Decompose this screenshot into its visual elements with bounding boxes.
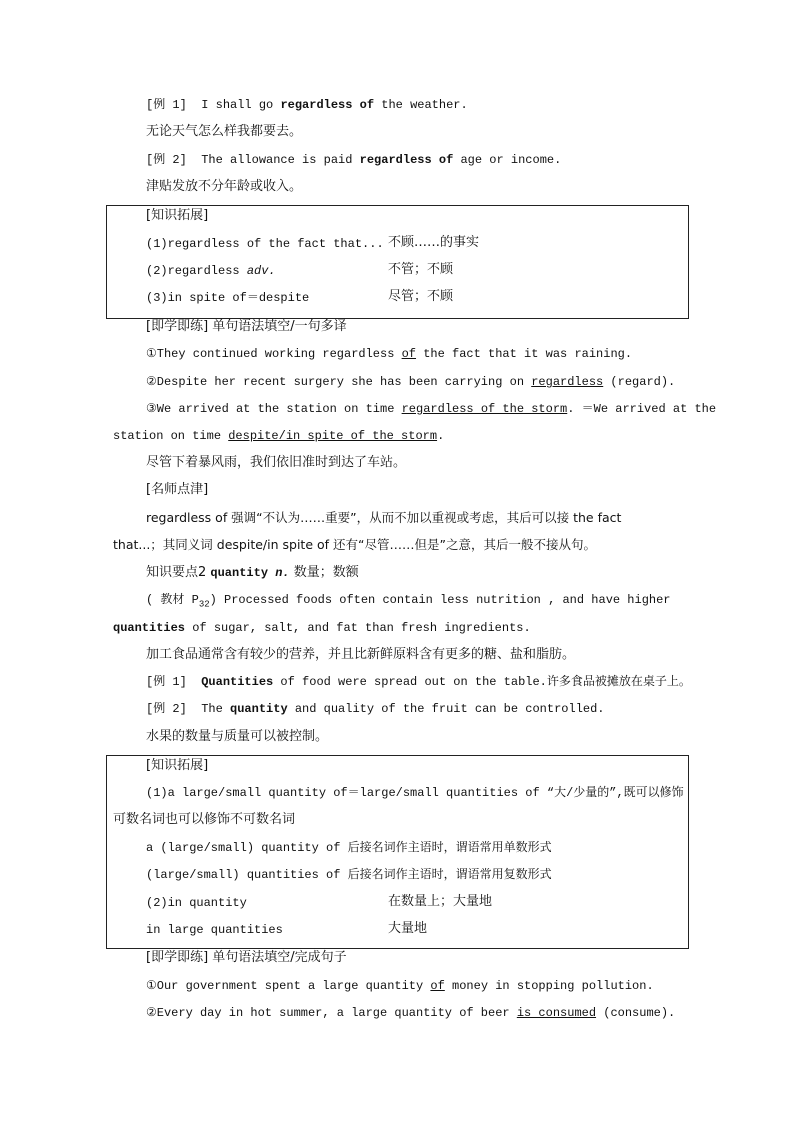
example-1-translation: 无论天气怎么样我都要去。 xyxy=(146,124,303,139)
example-tag: [例 2] xyxy=(146,702,187,716)
example-2-translation: 水果的数量与质量可以被控制。 xyxy=(146,729,329,744)
keyword: regardless of xyxy=(280,98,375,112)
box-row-cn: 大量地 xyxy=(388,921,428,936)
tip-title: [名师点津] xyxy=(146,482,209,497)
box-row: (2)in quantity xyxy=(146,896,247,910)
box-line: (large/small) quantities of 后接名词作主语时，谓语常用复数形式 xyxy=(146,868,552,882)
example-1: [例 1] Quantities of food were spread out on the table.许多食品被摊放在桌子上。 xyxy=(146,675,691,689)
box-title: [知识拓展] xyxy=(146,758,209,773)
textbook-line: ( 教材 $P_{32}$) Processed foods often contain less nutrition , and have higher xyxy=(146,593,671,610)
textbook-line: quantities of sugar, salt, and fat than fresh ingredients. xyxy=(113,621,531,635)
example-2: [例 2] The allowance is paid regardless of age or income. xyxy=(146,153,562,167)
box-row-cn: 不顾……的事实 xyxy=(388,235,480,250)
tip-line: that...；其同义词 despite/in spite of 还有“尽管……但是”之意，其后一般不接从句。 xyxy=(113,537,596,552)
answer: of xyxy=(401,347,417,361)
box-line: 可数名词也可以修饰不可数名词 xyxy=(113,812,296,827)
box-line: a (large/small) quantity of 后接名词作主语时，谓语常用单数形式 xyxy=(146,841,552,855)
practice-item: ①Our government spent a large quantity of money in stopping pollution. xyxy=(146,979,654,993)
keyword: regardless of xyxy=(359,153,454,167)
answer: despite/in spite of the storm xyxy=(228,429,438,443)
example-2-translation: 津贴发放不分年龄或收入。 xyxy=(146,179,303,194)
practice-item-cont: station on time despite/in spite of the storm. xyxy=(113,429,445,443)
keyword: Quantities xyxy=(201,675,274,689)
box-line: (1)a large/small quantity of＝large/small quantities of “大/少量的”,既可以修饰 xyxy=(146,786,684,800)
answer: of xyxy=(430,979,445,993)
answer: regardless xyxy=(531,375,604,389)
box-row: (3)in spite of＝despite xyxy=(146,291,310,305)
box-row-cn: 不管；不顾 xyxy=(388,262,454,277)
example-1: [例 1] I shall go regardless of the weather. xyxy=(146,98,468,112)
keyword: quantity xyxy=(230,702,288,716)
box-row: (2)regardless adv. xyxy=(146,264,276,278)
keyword: quantity xyxy=(210,566,269,580)
box-row: in large quantities xyxy=(146,923,283,937)
example-tag: [例 1] xyxy=(146,675,187,689)
textbook-translation: 加工食品通常含有较少的营养，并且比新鲜原料含有更多的糖、盐和脂肪。 xyxy=(146,647,576,662)
practice-item: ①They continued working regardless of the fact that it was raining. xyxy=(146,347,633,361)
point-heading: 知识要点2 quantity n. 数量；数额 xyxy=(146,565,359,580)
practice-item: ②Despite her recent surgery she has been carrying on regardless (regard). xyxy=(146,375,676,389)
tip-line: regardless of 强调“不认为……重要”，从而不加以重视或考虑，其后可以接 the fact xyxy=(146,510,622,525)
answer: is consumed xyxy=(516,1006,597,1020)
example-tag: [例 2] xyxy=(146,153,187,167)
box-row-cn: 在数量上；大量地 xyxy=(388,894,493,909)
practice-item: ②Every day in hot summer, a large quantity of beer is consumed (consume). xyxy=(146,1006,676,1020)
answer: regardless of the storm xyxy=(401,402,568,416)
keyword: quantities xyxy=(113,621,186,635)
practice-title: [即学即练] 单句语法填空/一句多译 xyxy=(146,319,347,334)
example-tag: [例 1] xyxy=(146,98,187,112)
box-row-cn: 尽管；不顾 xyxy=(388,289,454,304)
practice-title: [即学即练] 单句语法填空/完成句子 xyxy=(146,950,347,965)
box-title: [知识拓展] xyxy=(146,208,209,223)
practice-translation: 尽管下着暴风雨，我们依旧准时到达了车站。 xyxy=(146,455,407,470)
example-2: [例 2] The quantity and quality of the fruit can be controlled. xyxy=(146,702,605,716)
practice-item: ③We arrived at the station on time regardless of the storm. ＝We arrived at the xyxy=(146,402,717,416)
box-row: (1)regardless of the fact that... xyxy=(146,237,384,251)
